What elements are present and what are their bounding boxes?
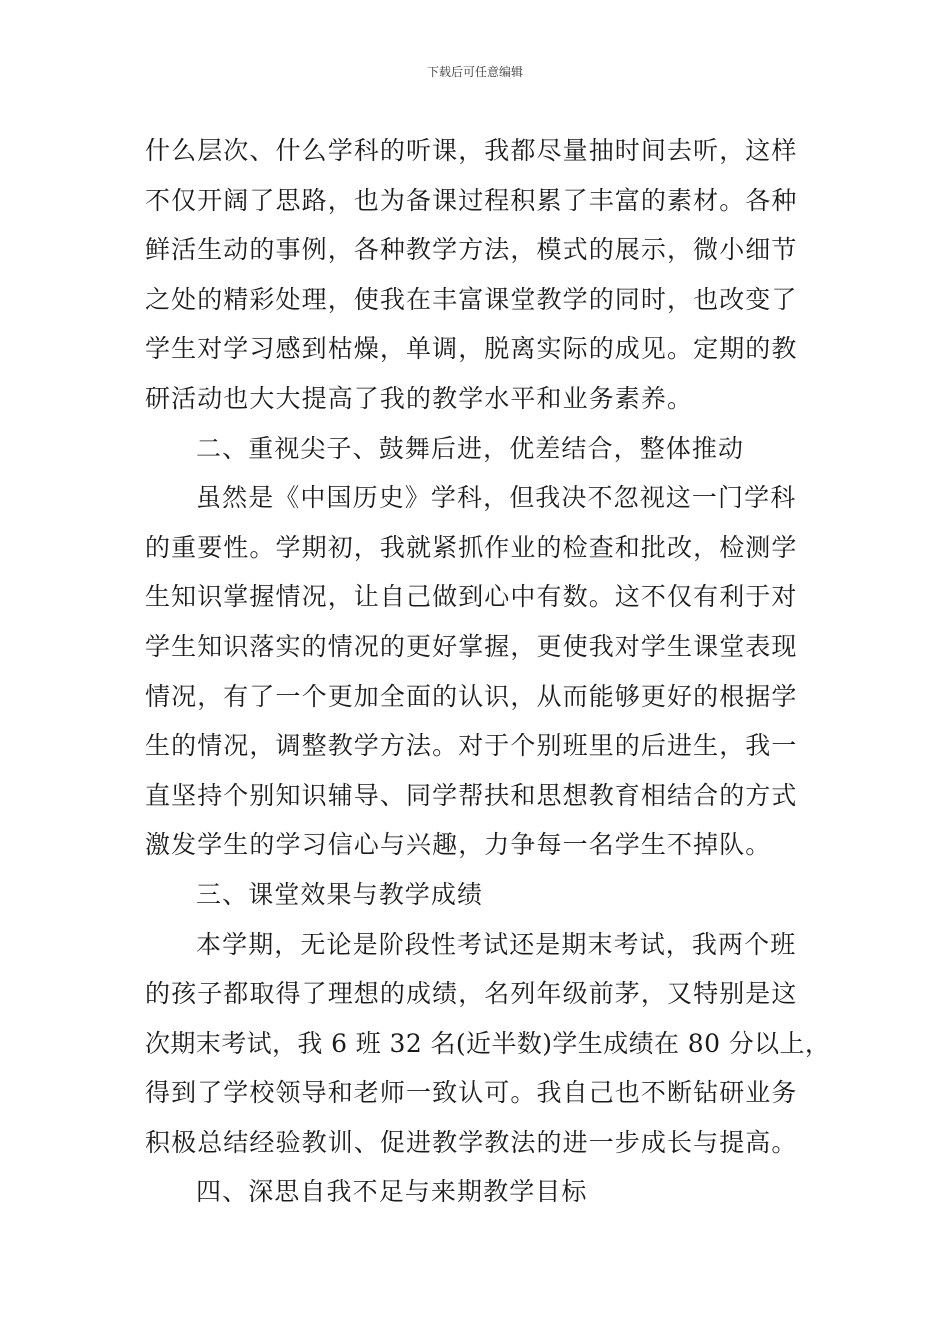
text-line: 之处的精彩处理，使我在丰富课堂教学的同时，也改变了 <box>145 284 798 314</box>
text-line: 二、重视尖子、鼓舞后进，优差结合，整体推动 <box>196 433 745 463</box>
page-header: 下载后可任意编辑 <box>426 65 523 79</box>
text-line: 本学期，无论是阶段性考试还是期末考试，我两个班 <box>196 929 797 959</box>
text-line: 不仅开阔了思路，也为备课过程积累了丰富的素材。各种 <box>145 185 798 215</box>
text-line: 学生知识落实的情况的更好掌握，更使我对学生课堂表现 <box>145 631 798 661</box>
text-line: 虽然是《中国历史》学科，但我决不忽视这一门学科 <box>196 483 797 513</box>
text-line: 什么层次、什么学科的听课，我都尽量抽时间去听，这样 <box>145 136 798 165</box>
text-line: 得到了学校领导和老师一致认可。我自己也不断钻研业务 <box>145 1078 798 1108</box>
text-line: 直坚持个别知识辅导、同学帮扶和思想教育相结合的方式 <box>145 780 798 810</box>
text-line: 激发学生的学习信心与兴趣，力争每一名学生不掉队。 <box>145 830 772 860</box>
text-line: 学生对学习感到枯燥，单调，脱离实际的成见。定期的教 <box>145 334 798 364</box>
text-line: 生的情况，调整教学方法。对于个别班里的后进生，我一 <box>145 731 798 761</box>
text-line: 生知识掌握情况，让自己做到心中有数。这不仅有利于对 <box>145 582 798 612</box>
text-line: 次期末考试，我 6 班 32 名(近半数)学生成绩在 80 分以上， <box>145 1028 831 1058</box>
text-line: 鲜活生动的事例，各种教学方法，模式的展示，微小细节 <box>145 235 798 265</box>
text-line: 积极总结经验教训、促进教学教法的进一步成长与提高。 <box>145 1127 798 1157</box>
text-line: 情况，有了一个更加全面的认识，从而能够更好的根据学 <box>145 681 798 711</box>
text-line: 研活动也大大提高了我的教学水平和业务素养。 <box>145 383 694 413</box>
text-line: 四、深思自我不足与来期教学目标 <box>196 1177 588 1207</box>
text-line: 的重要性。学期初，我就紧抓作业的检查和批改，检测学 <box>145 532 798 562</box>
text-line: 的孩子都取得了理想的成绩，名列年级前茅，又特别是这 <box>145 979 798 1009</box>
document-body <box>145 126 831 1217</box>
text-line: 三、课堂效果与教学成绩 <box>196 879 484 909</box>
